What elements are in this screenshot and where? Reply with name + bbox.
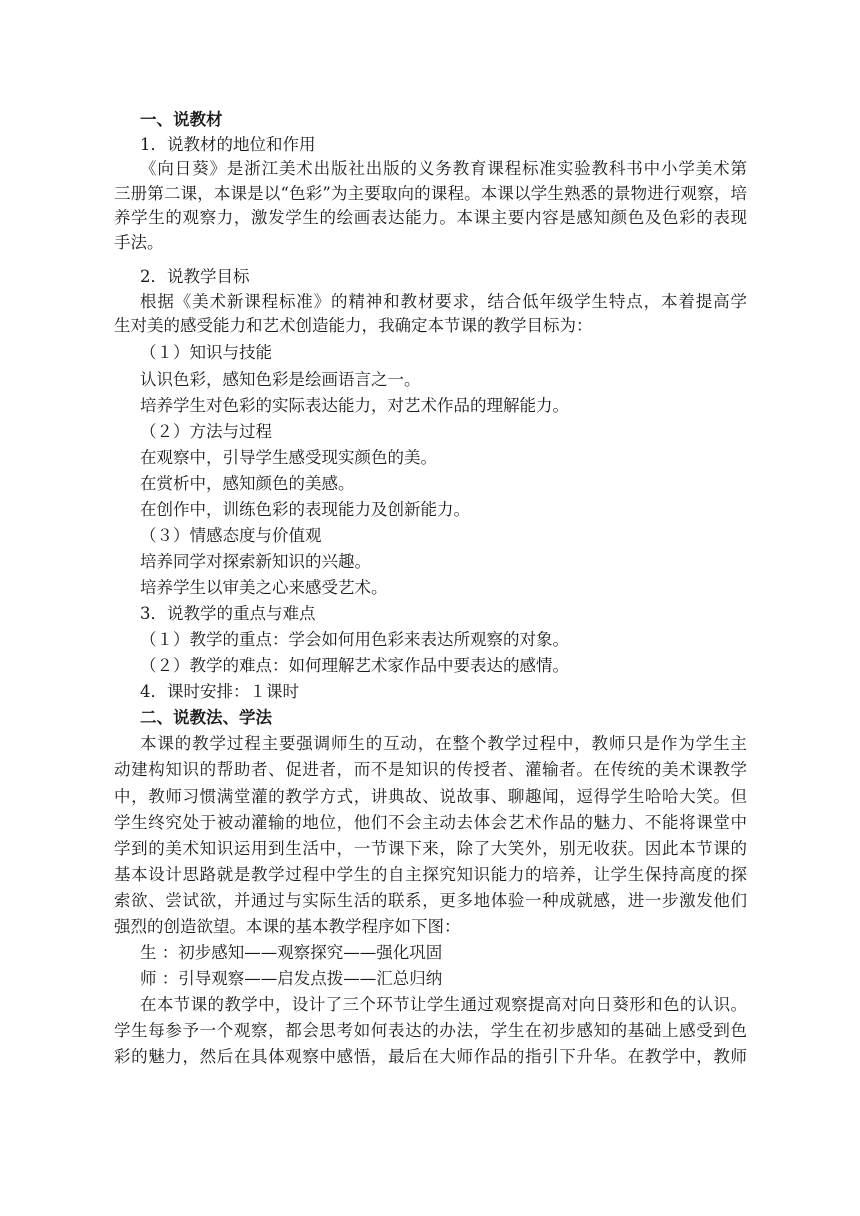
paragraph-line: 三册第二课，本课是以“色彩”为主要取向的课程。本课以学生熟悉的景物进行观察，培 [114,184,747,203]
paragraph-line: 本课的教学过程主要强调师生的互动，在整个教学过程中，教师只是作为学生主 [140,734,747,753]
procedure-line-teacher: 师 ：引导观察——启发点拨——汇总归纳 [140,969,443,988]
section-heading: 一、说教材 [140,110,223,129]
paragraph-line: 中，教师习惯满堂灌的教学方式，讲典故、说故事、聊趣闻，逗得学生哈哈大笑。但 [114,787,747,806]
subheading: （１）知识与技能 [140,343,272,362]
paragraph-line: 培养学生以审美之心来感受艺术。 [140,578,388,597]
paragraph-line: 认识色彩，感知色彩是绘画语言之一。 [140,370,421,389]
paragraph-line: 动建构知识的帮助者、促进者，而不是知识的传授者、灌输者。在传统的美术课教学 [114,760,747,779]
paragraph-line: 在观察中，引导学生感受现实颜色的美。 [140,448,437,467]
paragraph-line: 在创作中，训练色彩的表现能力及创新能力。 [140,500,470,519]
paragraph-line: 生对美的感受能力和艺术创造能力，我确定本节课的教学目标为： [114,316,593,335]
subheading: （３）情感态度与价值观 [140,526,322,545]
paragraph-line: 在本节课的教学中，设计了三个环节让学生通过观察提高对向日葵形和色的认识。 [140,995,747,1014]
paragraph-line: 养学生的观察力，激发学生的绘画表达能力。本课主要内容是感知颜色及色彩的表现 [114,208,747,227]
paragraph-line: 学生终究处于被动灌输的地位，他们不会主动去体会艺术作品的魅力、不能将课堂中 [114,813,747,832]
paragraph-line: 根据《美术新课程标准》的精神和教材要求，结合低年级学生特点，本着提高学 [140,292,747,311]
paragraph-line: 基本设计思路就是教学过程中学生的自主探究知识能力的培养，让学生保持高度的探 [114,865,747,884]
paragraph-line: 学到的美术知识运用到生活中，一节课下来，除了大笑外，别无收获。因此本节课的 [114,839,747,858]
section-heading: 二、说教法、学法 [140,708,272,727]
paragraph-line: 索欲、尝试欲，并通过与实际生活的联系，更多地体验一种成就感，进一步激发他们 [114,891,747,910]
paragraph-line: 强烈的创造欲望。本课的基本教学程序如下图： [114,917,461,936]
procedure-line-student: 生 ：初步感知——观察探究——强化巩固 [140,943,443,962]
paragraph-line: 培养学生对色彩的实际表达能力，对艺术作品的理解能力。 [140,396,569,415]
paragraph-line: 《向日葵》是浙江美术出版社出版的义务教育课程标准实验教科书中小学美术第 [140,159,747,178]
subheading: 2．说教学目标 [140,267,250,286]
subheading: 3．说教学的重点与难点 [140,604,316,623]
paragraph-line: 在赏析中，感知颜色的美感。 [140,474,355,493]
subheading: 1．说教材的地位和作用 [140,135,316,154]
paragraph-line: 学生每参予一个观察，都会思考如何表达的办法，学生在初步感知的基础上感受到色 [114,1021,747,1040]
paragraph-line: （１）教学的重点：学会如何用色彩来表达所观察的对象。 [140,630,569,649]
paragraph-line: （２）教学的难点：如何理解艺术家作品中要表达的感情。 [140,656,569,675]
paragraph-line: 彩的魅力，然后在具体观察中感悟，最后在大师作品的指引下升华。在教学中，教师 [114,1047,747,1066]
paragraph-line: 培养同学对探索新知识的兴趣。 [140,552,371,571]
paragraph-line: 手法。 [114,233,164,252]
subheading: （２）方法与过程 [140,422,272,441]
subheading: 4．课时安排：１课时 [140,682,299,701]
